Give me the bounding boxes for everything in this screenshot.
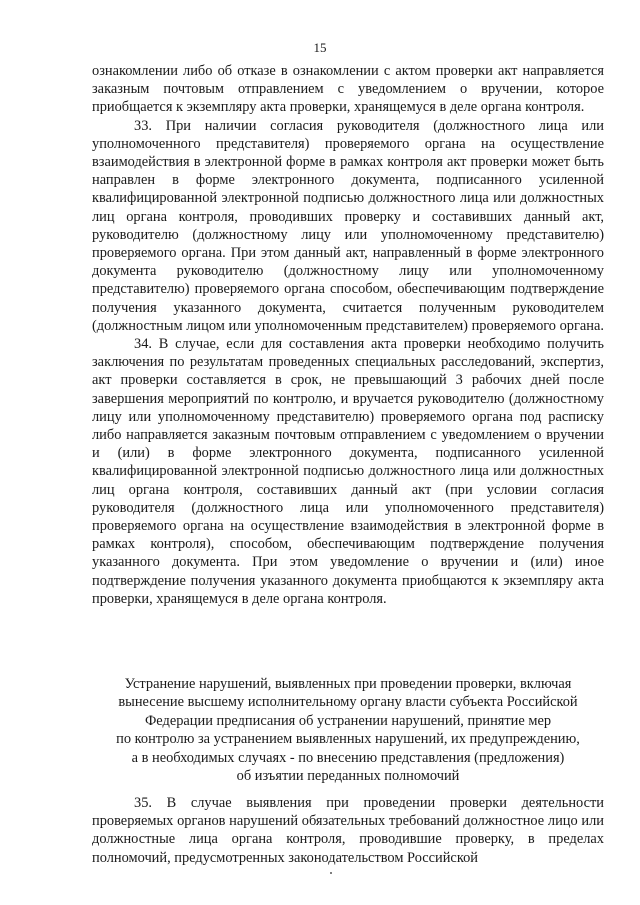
section-heading-line: по контролю за устранением выявленных нарушений, их предупреждению, [116,731,580,748]
page-number: 15 [313,40,327,55]
paragraph-34: 34. В случае, если для составления акта проверки необходимо получить заключения по результатам проведенных специальных расследований, экспертиз, акт проверки составляется в срок, не превышающий 3 рабочих дней после завершения мероприятий по контролю, и вручается руководителю (должностному лицу или уполномоченному представителю) проверяемого органа под расписку либо направляется заказным почтовым отправлением с уведомлением о вручении и (или) в форме электронного документа, подписанного усиленной квалифицированной электронной подписью должностного лица или должностных лиц органа контроля, составивших данный акт (при условии согласия руководителя (должностного лица или уполномоченного представителя) проверяемого органа на осуществление взаимодействия в электронной форме в рамках контроля), способом, обеспечивающим подтверждение получения указанного документа. При этом уведомление о вручении и (или) иное подтверждение получения указанного документа приобщаются к экземпляру акта проверки, хранящемуся в деле органа контроля. [92,336,604,607]
scan-speck [330,872,332,874]
section-heading-line: об изъятии переданных полномочий [236,768,460,785]
section-heading-line: Федерации предписания об устранении нарушений, принятие мер [144,712,552,729]
body-text [92,62,604,608]
section-heading-line: а в необходимых случаях - по внесению представления (предложения) [131,749,565,766]
section-heading [92,675,604,785]
paragraph-continuation: ознакомлении либо об отказе в ознакомлении с актом проверки акт направляется заказным почтовым отправлением с уведомлением о вручении, которое приобщается к экземпляру акта проверки, хранящемуся в деле органа контроля. [92,63,604,116]
section-heading-line: Устранение нарушений, выявленных при проведении проверки, включая [124,676,572,692]
bottom-text [92,794,604,867]
paragraph-33: 33. При наличии согласия руководителя (должностного лица или уполномоченного представителя) проверяемого органа на осуществление взаимодействия в электронной форме в рамках контроля акт проверки может быть направлен в форме электронного документа, подписанного усиленной квалифицированной электронной подписью должностного лица или должностных лиц органа контроля, проводивших проверку и составивших данный акт, руководителю (должностному лицу или уполномоченному представителю) проверяемого органа. При этом данный акт, направленный в форме электронного документа руководителю (должностному лицу или уполномоченному представителю) проверяемого органа способом, обеспечивающим подтверждение получения указанного документа, считается полученным руководителем (должностным лицом или уполномоченным представителем) проверяемого органа. [92,117,604,334]
paragraph-35: 35. В случае выявления при проведении проверки деятельности проверяемых органов нарушений обязательных требований должностное лицо или должностные лица органа контроля, проводившие проверку, в пределах полномочий, предусмотренных законодательством Российской [92,795,604,866]
section-heading-line: вынесение высшему исполнительному органу власти субъекта Российской [118,694,578,711]
